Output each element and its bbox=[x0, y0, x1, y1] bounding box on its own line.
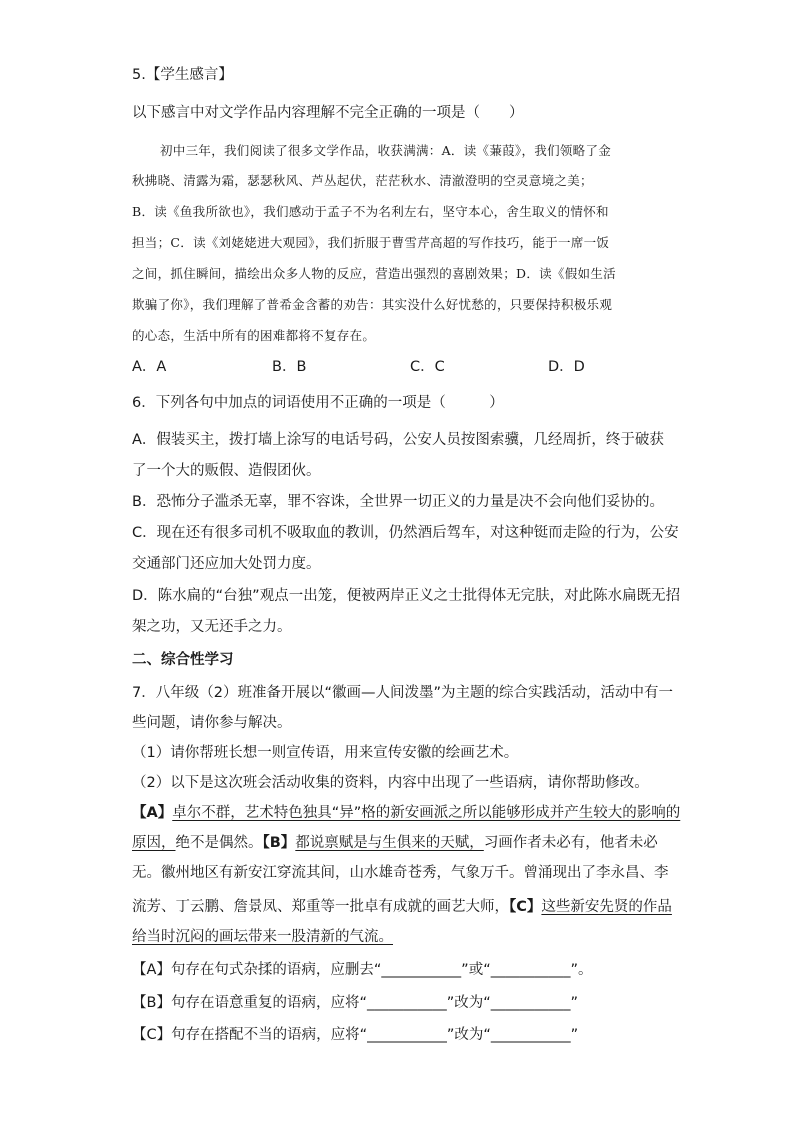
q6-line: C．现在还有很多司机不吸取血的教训，仍然酒后驾车，对这种铤而走险的行为，公安 bbox=[132, 525, 679, 541]
q7-sub2: （2）以下是这次班会活动收集的资料，内容中出现了一些语病，请你帮助修改。 bbox=[132, 775, 649, 791]
q7-material-line bbox=[132, 833, 658, 853]
q5-passage-line: B．读《鱼我所欲也》，我们感动于孟子不为名利左右，坚守本心，舍生取义的情怀和 bbox=[132, 204, 609, 219]
q6-line: 架之功，又无还手之力。 bbox=[132, 619, 292, 635]
tag-b: 【B】 bbox=[262, 835, 296, 851]
material-text: 绝不是偶然。 bbox=[175, 835, 263, 851]
q6-line: A．假装买主，拨打墙上涂写的电话号码，公安人员按图索骥，几经周折，终于破获 bbox=[132, 432, 664, 448]
q5-passage-line: 欺骗了你》，我们理解了普希金含蓄的劝告：其实没什么好忧愁的，只要保持积极乐观 bbox=[132, 297, 613, 312]
q6-stem: 6．下列各句中加点的词语使用不正确的一项是（ ） bbox=[132, 395, 504, 411]
material-text: 流芳、丁云鹏、詹景凤、郑重等一批卓有成就的画艺大师， bbox=[132, 899, 509, 915]
q5-stem: 以下感言中对文学作品内容理解不完全正确的一项是（ ） bbox=[132, 105, 524, 121]
q7-material-line bbox=[132, 927, 393, 947]
tag-a: 【A】 bbox=[132, 805, 173, 821]
q5-passage-line: 秋拂晓、清露为霜，瑟瑟秋风、芦丛起伏，茫茫秋水、清澈澄明的空灵意境之美； bbox=[132, 173, 593, 188]
sentence-a-end: 原因， bbox=[132, 835, 176, 851]
q7-answer-b: 【B】句存在语意重复的语病，应将“___________”改为“___________” bbox=[132, 995, 578, 1011]
q5-passage-line: 的心态，生活中所有的困难都将不复存在。 bbox=[132, 328, 376, 343]
sentence-a: 卓尔不群，艺术特色独具“异”格的新安画派之所以能够形成并产生较大的影响的 bbox=[172, 805, 681, 821]
q6-line: B．恐怖分子滥杀无辜，罪不容诛，全世界一切正义的力量是决不会向他们妥协的。 bbox=[132, 494, 664, 510]
q7-stem-line: 7．八年级（2）班准备开展以“徽画—人间泼墨”为主题的综合实践活动，活动中有一 bbox=[132, 685, 673, 701]
q5-passage-line: 初中三年，我们阅读了很多文学作品，收获满满：A．读《蒹葭》，我们领略了金 bbox=[160, 143, 612, 158]
tag-c: 【C】 bbox=[509, 899, 542, 915]
q7-material-line bbox=[132, 803, 680, 823]
sentence-c: 这些新安先贤的作品 bbox=[541, 899, 672, 915]
q6-line: D．陈水扁的“台独”观点一出笼，便被两岸正义之士批得体无完肤，对此陈水扁既无招 bbox=[132, 588, 681, 604]
q5-option-b: B．B bbox=[272, 359, 307, 375]
q7-sub1: （1）请你帮班长想一则宣传语，用来宣传安徽的绘画艺术。 bbox=[132, 745, 519, 761]
sentence-c-end: 给当时沉闷的画坛带来一股清新的气流。 bbox=[132, 929, 393, 945]
q5-passage-line: 担当；C．读《刘姥姥进大观园》，我们折服于曹雪芹高超的写作技巧，能于一席一饭 bbox=[132, 235, 610, 250]
q5-option-a: A．A bbox=[132, 359, 167, 375]
q5-option-d: D．D bbox=[548, 359, 585, 375]
q6-line: 交通部门还应加大处罚力度。 bbox=[132, 556, 321, 572]
q5-title: 5.【学生感言】 bbox=[132, 67, 233, 83]
q5-passage-line: 之间，抓住瞬间，描绘出众多人物的反应，营造出强烈的喜剧效果；D．读《假如生活 bbox=[132, 266, 616, 281]
q7-material-line: 无。徽州地区有新安江穿流其间，山水雄奇苍秀，气象万千。曾涌现出了李永昌、李 bbox=[132, 865, 669, 881]
q7-stem-line: 些问题，请你参与解决。 bbox=[132, 715, 292, 731]
q6-line: 了一个大的贩假、造假团伙。 bbox=[132, 463, 321, 479]
q7-answer-c: 【C】句存在搭配不当的语病，应将“___________”改为“___________” bbox=[132, 1027, 579, 1043]
sentence-b: 都说禀赋是与生俱来的天赋， bbox=[295, 835, 484, 851]
q5-option-c: C．C bbox=[410, 359, 445, 375]
q7-material-line bbox=[132, 897, 672, 917]
material-text: 习画作者未必有，他者未必 bbox=[483, 835, 658, 851]
section-heading: 二、综合性学习 bbox=[132, 652, 234, 668]
q7-answer-a: 【A】句存在句式杂揉的语病，应删去“___________”或“___________”。 bbox=[132, 962, 593, 978]
